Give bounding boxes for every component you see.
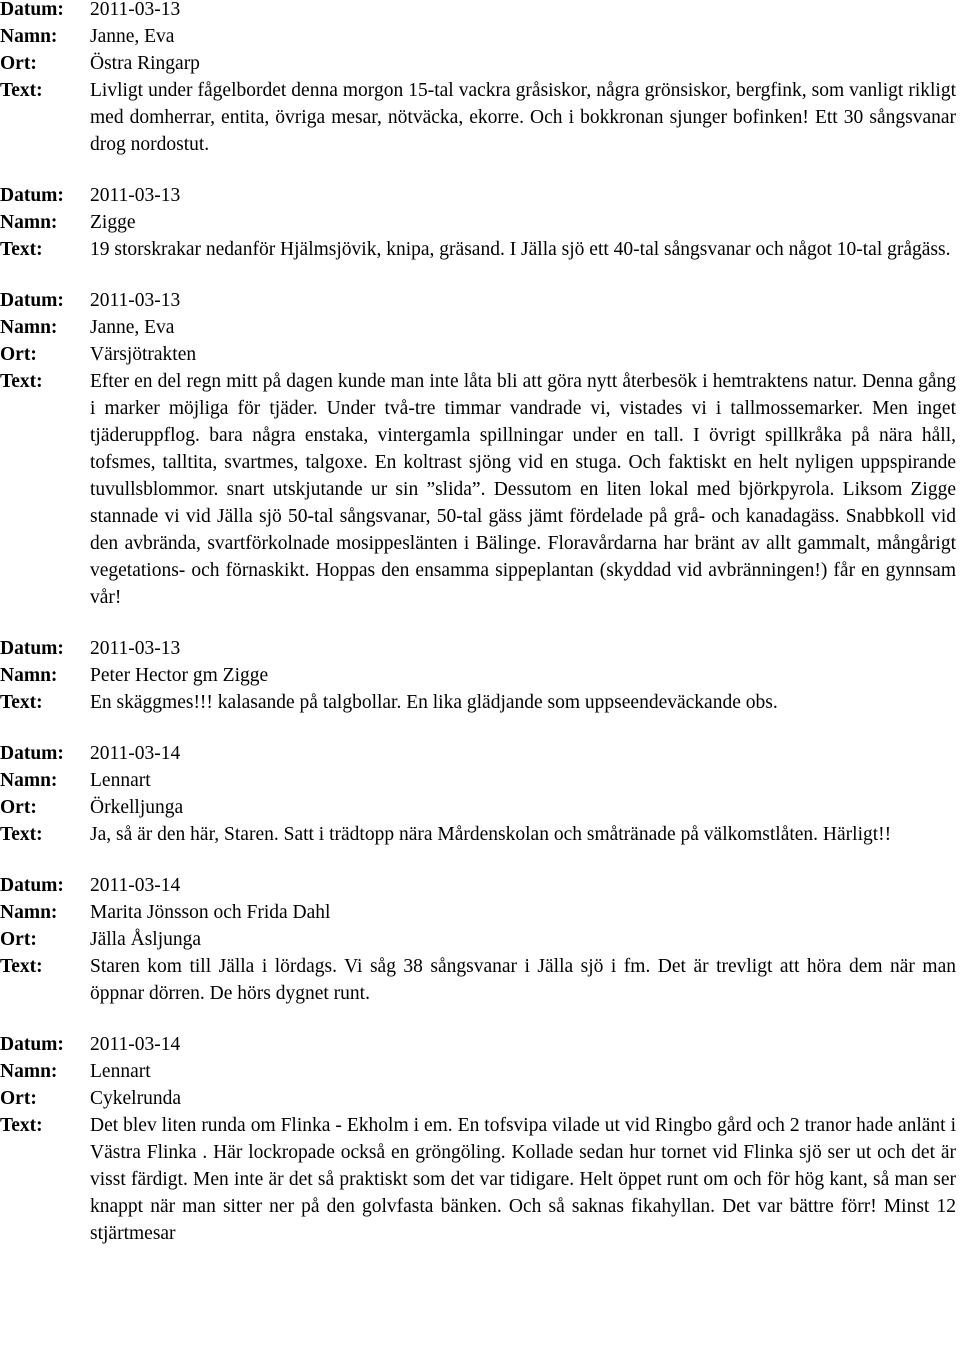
text-value: Efter en del regn mitt på dagen kunde man inte låta bli att göra nytt återbesök i hemtraktens natur. Denna gång i marker möjliga för tjäder. Under två-tre timmar vandrade vi, vistades vi i tallmossemarker. Men inget tjäderuppflog. bara några enstaka, vintergamla spillningar under en tall. I övrigt spillkråka på nära håll, tofsmes, talltita, svartmes, talgoxe. En koltrast sjöng vid en stuga. Och faktiskt en helt nyligen uppspirande tuvullsblommor. snart utskjutande ur sin ”slida”. Dessutom en liten lokal med björkpyrola. Liksom Zigge stannade vi vid Jälla sjö 50-tal sångsvanar, 50-tal gäss jämt fördelade på grå- och kanadagäss. Snabbkoll vid den avbrända, svartförkolnade mosippeslänten i Bälinge. Floravårdarna har bränt av allt gammalt, mångårigt vegetations- och förnaskikt. Hoppas den ensamma sippeplantan (skyddad vid avbränningen!) får en gynnsam vår! (90, 371, 956, 608)
namn-label: Namn: (0, 26, 58, 47)
datum-value: 2011-03-14 (90, 875, 181, 896)
namn-value: Janne, Eva (90, 317, 175, 338)
ort-value: Jälla Åsljunga (90, 929, 202, 950)
namn-label: Namn: (0, 317, 58, 338)
observation-entry (0, 0, 956, 158)
text-row (0, 1112, 956, 1247)
observation-entry (0, 872, 956, 1007)
ort-value: Cykelrunda (90, 1088, 181, 1109)
observation-entry (0, 1031, 956, 1247)
namn-row (0, 23, 956, 50)
ort-row (0, 926, 956, 953)
text-value: En skäggmes!!! kalasande på talgbollar. En lika glädjande som uppseendeväckande obs. (90, 692, 778, 713)
datum-value: 2011-03-13 (90, 638, 181, 659)
ort-label: Ort: (0, 344, 37, 365)
ort-value: Östra Ringarp (90, 53, 200, 74)
text-row (0, 689, 956, 716)
text-label: Text: (0, 371, 43, 392)
namn-label: Namn: (0, 212, 58, 233)
datum-row (0, 635, 956, 662)
namn-value: Marita Jönsson och Frida Dahl (90, 902, 331, 923)
text-value: 19 storskrakar nedanför Hjälmsjövik, knipa, gräsand. I Jälla sjö ett 40-tal sångsvanar och något 10-tal grågäss. (90, 239, 951, 260)
ort-value: Värsjötrakten (90, 344, 197, 365)
namn-label: Namn: (0, 770, 58, 791)
text-label: Text: (0, 824, 43, 845)
namn-row (0, 1058, 956, 1085)
text-value: Livligt under fågelbordet denna morgon 15-tal vackra gråsiskor, några grönsiskor, bergfink, som vanligt rikligt med domherrar, entita, övriga mesar, nötväcka, ekorre. Och i bokkronan sjunger bofinken! Ett 30 sångsvanar drog nordostut. (90, 80, 956, 155)
text-label: Text: (0, 239, 43, 260)
namn-label: Namn: (0, 1061, 58, 1082)
namn-row (0, 314, 956, 341)
datum-value: 2011-03-14 (90, 743, 181, 764)
text-label: Text: (0, 692, 43, 713)
text-value: Staren kom till Jälla i lördags. Vi såg 38 sångsvanar i Jälla sjö i fm. Det är trevligt att höra dem när man öppnar dörren. De hörs dygnet runt. (90, 956, 956, 1004)
text-label: Text: (0, 1115, 43, 1136)
datum-label: Datum: (0, 638, 64, 659)
ort-row (0, 1085, 956, 1112)
datum-label: Datum: (0, 290, 64, 311)
datum-row (0, 1031, 956, 1058)
ort-label: Ort: (0, 797, 37, 818)
datum-row (0, 182, 956, 209)
namn-row (0, 209, 956, 236)
text-row (0, 953, 956, 1007)
datum-label: Datum: (0, 1034, 64, 1055)
namn-row (0, 662, 956, 689)
namn-value: Lennart (90, 1061, 151, 1082)
text-row (0, 77, 956, 158)
text-row (0, 821, 956, 848)
datum-label: Datum: (0, 185, 64, 206)
namn-label: Namn: (0, 902, 58, 923)
observation-entry (0, 182, 956, 263)
datum-row (0, 287, 956, 314)
observation-entry (0, 740, 956, 848)
namn-label: Namn: (0, 665, 58, 686)
text-row (0, 368, 956, 611)
ort-label: Ort: (0, 929, 37, 950)
datum-row (0, 0, 956, 23)
datum-row (0, 740, 956, 767)
ort-row (0, 341, 956, 368)
datum-row (0, 872, 956, 899)
namn-value: Lennart (90, 770, 151, 791)
namn-row (0, 767, 956, 794)
text-value: Ja, så är den här, Staren. Satt i trädtopp nära Mårdenskolan och småtränade på välkomstlåten. Härligt!! (90, 824, 892, 845)
text-row (0, 236, 956, 263)
datum-label: Datum: (0, 743, 64, 764)
namn-value: Peter Hector gm Zigge (90, 665, 269, 686)
datum-value: 2011-03-13 (90, 185, 181, 206)
datum-label: Datum: (0, 0, 64, 20)
datum-value: 2011-03-14 (90, 1034, 181, 1055)
ort-label: Ort: (0, 1088, 37, 1109)
datum-value: 2011-03-13 (90, 290, 181, 311)
text-value: Det blev liten runda om Flinka - Ekholm i em. En tofsvipa vilade ut vid Ringbo gård och 2 tranor hade anlänt i Västra Flinka . Här lockropade också en gröngöling. Kollade sedan hur tornet vid Flinka sjö ser ut och det är visst färdigt. Men inte är det så praktiskt som det var tidigare. Helt öppet runt om och för hög kant, så man ser knappt när man sitter ner på den golvfasta bänken. Och så saknas fikahyllan. Det var bättre förr! Minst 12 stjärtmesar (90, 1115, 956, 1244)
text-label: Text: (0, 80, 43, 101)
observation-entry (0, 635, 956, 716)
namn-value: Janne, Eva (90, 26, 175, 47)
ort-value: Örkelljunga (90, 797, 184, 818)
namn-row (0, 899, 956, 926)
text-label: Text: (0, 956, 43, 977)
observation-entry (0, 287, 956, 611)
datum-value: 2011-03-13 (90, 0, 181, 20)
ort-row (0, 50, 956, 77)
ort-label: Ort: (0, 53, 37, 74)
datum-label: Datum: (0, 875, 64, 896)
ort-row (0, 794, 956, 821)
namn-value: Zigge (90, 212, 136, 233)
